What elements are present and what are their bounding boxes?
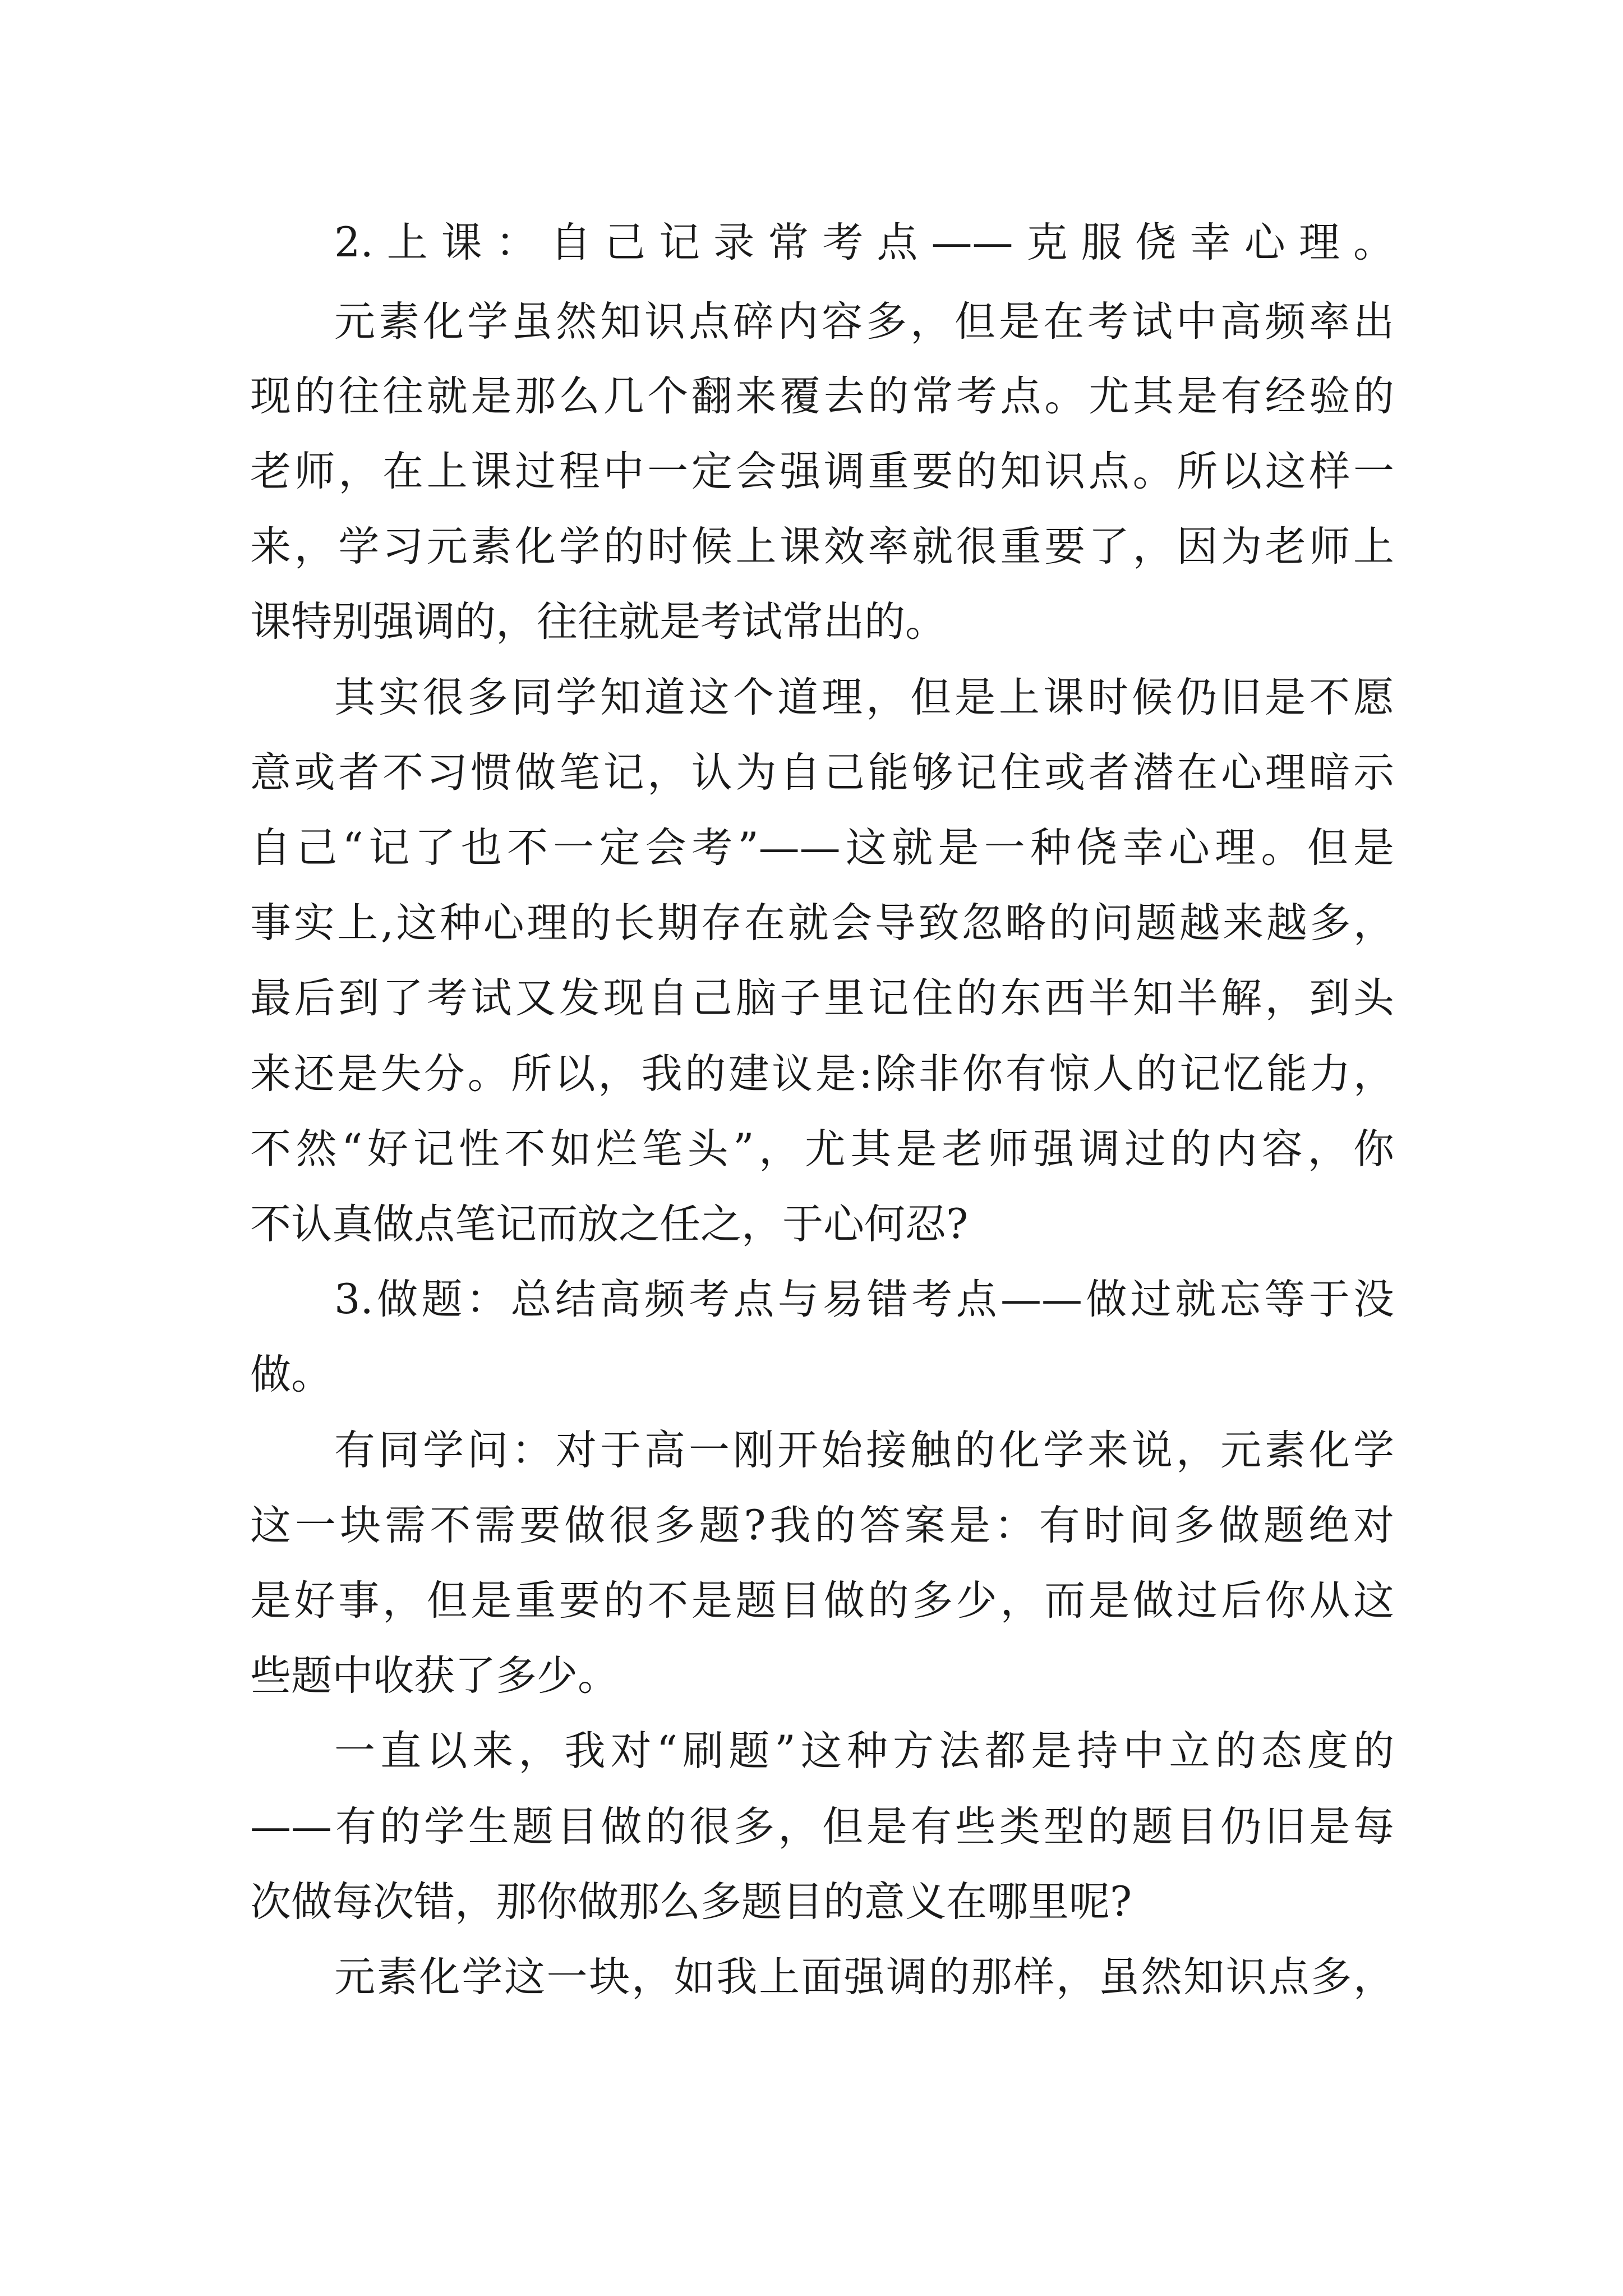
text-line-23: 次做每次错，那你做那么多题目的意义在哪里呢? <box>250 1878 1132 1926</box>
text-line-24: 元素化学这一块，如我上面强调的那样，虽然知识点多， <box>334 1953 1394 2001</box>
text-line-22: ——有的学生题目做的很多，但是有些类型的题目仍旧是每 <box>250 1803 1394 1851</box>
text-line-14: 不认真做点笔记而放之任之，于心何忍? <box>250 1200 969 1248</box>
text-line-12: 来还是失分。所以，我的建议是:除非你有惊人的记忆能力， <box>250 1050 1394 1098</box>
text-line-16: 做。 <box>250 1351 332 1398</box>
text-line-19: 是好事，但是重要的不是题目做的多少，而是做过后你从这 <box>250 1577 1394 1625</box>
text-line-20: 些题中收获了多少。 <box>250 1652 619 1700</box>
text-line-1: 2.上课：自己记录常考点——克服侥幸心理。 <box>334 219 1394 266</box>
text-line-6: 课特别强调的，往往就是考试常出的。 <box>250 598 946 646</box>
text-line-8: 意或者不习惯做笔记，认为自己能够记住或者潜在心理暗示 <box>250 749 1394 797</box>
text-line-18: 这一块需不需要做很多题?我的答案是：有时间多做题绝对 <box>250 1502 1394 1549</box>
text-line-9: 自己“记了也不一定会考”——这就是一种侥幸心理。但是 <box>250 824 1394 872</box>
text-line-7: 其实很多同学知道这个道理，但是上课时候仍旧是不愿 <box>334 674 1394 721</box>
text-line-2: 元素化学虽然知识点碎内容多，但是在考试中高频率出 <box>334 298 1394 346</box>
text-line-10: 事实上,这种心理的长期存在就会导致忽略的问题越来越多， <box>250 899 1394 947</box>
text-line-21: 一直以来，我对“刷题”这种方法都是持中立的态度的 <box>334 1727 1394 1775</box>
text-line-11: 最后到了考试又发现自己脑子里记住的东西半知半解，到头 <box>250 974 1394 1022</box>
text-line-3: 现的往往就是那么几个翻来覆去的常考点。尤其是有经验的 <box>250 372 1394 420</box>
text-line-15: 3.做题：总结高频考点与易错考点——做过就忘等于没 <box>334 1276 1394 1323</box>
text-line-17: 有同学问：对于高一刚开始接触的化学来说，元素化学 <box>334 1427 1394 1474</box>
text-line-4: 老师，在上课过程中一定会强调重要的知识点。所以这样一 <box>250 448 1394 495</box>
text-line-13: 不然“好记性不如烂笔头”，尤其是老师强调过的内容，你 <box>250 1125 1394 1173</box>
text-line-5: 来，学习元素化学的时候上课效率就很重要了，因为老师上 <box>250 523 1394 570</box>
